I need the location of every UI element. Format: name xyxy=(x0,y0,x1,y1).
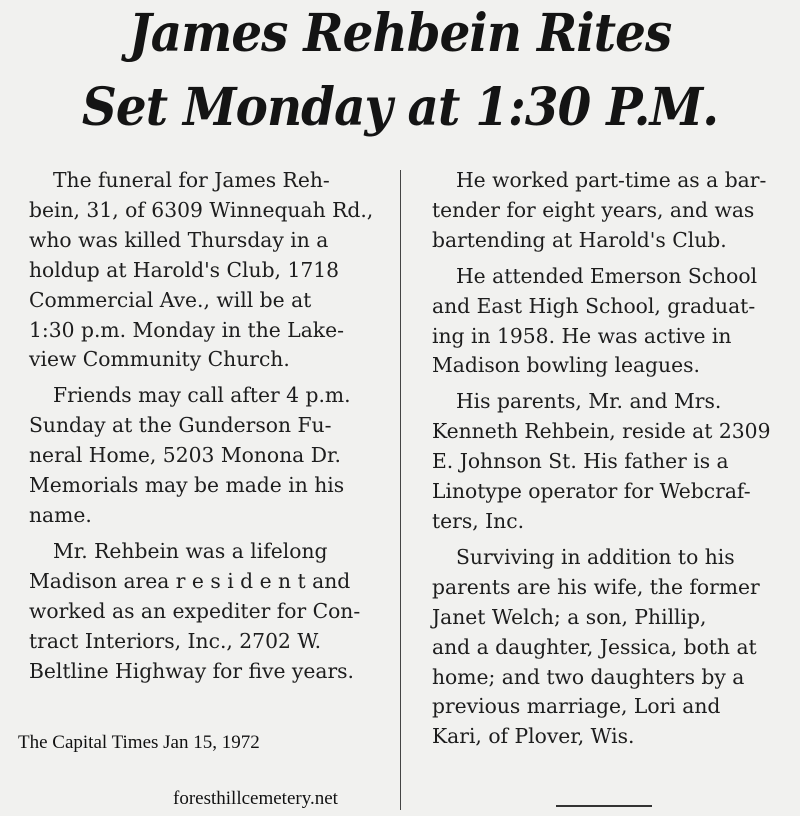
text-line: tender for eight years, and was xyxy=(432,197,755,222)
text-line: previous marriage, Lori and xyxy=(432,694,721,719)
text-line: and East High School, graduat- xyxy=(432,293,756,318)
paragraph-visitation xyxy=(5,381,395,531)
right-column xyxy=(408,166,798,758)
paragraph-parents xyxy=(408,387,798,537)
text-line: neral Home, 5203 Monona Dr. xyxy=(29,443,341,468)
headline-line-2: Set Monday at 1:30 P.M. xyxy=(81,77,719,138)
text-line: He attended Emerson School xyxy=(456,263,758,288)
text-line: parents are his wife, the former xyxy=(432,574,760,599)
text-line: home; and two daughters by a xyxy=(432,664,745,689)
text-line: Surviving in addition to his xyxy=(456,544,735,569)
text-line: view Community Church. xyxy=(29,347,290,372)
paragraph-funeral xyxy=(5,166,395,375)
website-credit: foresthillcemetery.net xyxy=(173,788,338,809)
text-line: ing in 1958. He was active in xyxy=(432,323,732,348)
text-line: E. Johnson St. His father is a xyxy=(432,449,729,474)
source-caption: The Capital Times Jan 15, 1972 xyxy=(18,732,260,753)
text-line: Friends may call after 4 p.m. xyxy=(53,383,351,408)
paragraph-background xyxy=(5,537,395,687)
paragraph-survivors xyxy=(408,543,798,752)
text-line: He worked part-time as a bar- xyxy=(456,168,767,192)
text-line: tract Interiors, Inc., 2702 W. xyxy=(29,628,322,653)
text-line: ters, Inc. xyxy=(432,508,525,533)
text-line: Sunday at the Gunderson Fu- xyxy=(29,413,332,438)
text-line: Memorials may be made in his xyxy=(29,473,345,498)
text-line: His parents, Mr. and Mrs. xyxy=(456,389,722,414)
column-divider xyxy=(400,170,401,810)
end-of-article-rule xyxy=(556,805,652,807)
left-column xyxy=(5,166,395,692)
headline-line-1: James Rehbein Rites xyxy=(128,3,672,64)
text-line: Madison area r e s i d e n t and xyxy=(29,568,351,593)
text-line: bartending at Harold's Club. xyxy=(432,227,727,252)
text-line: Commercial Ave., will be at xyxy=(29,287,312,312)
paragraph-work xyxy=(408,166,798,256)
text-line: worked as an expediter for Con- xyxy=(29,598,361,623)
paragraph-education xyxy=(408,262,798,382)
text-line: The funeral for James Reh- xyxy=(53,168,330,192)
text-line: who was killed Thursday in a xyxy=(29,227,329,252)
text-line: bein, 31, of 6309 Winnequah Rd., xyxy=(29,197,374,222)
text-line: Beltline Highway for five years. xyxy=(29,658,354,683)
text-line: Janet Welch; a son, Phillip, xyxy=(432,604,707,629)
text-line: holdup at Harold's Club, 1718 xyxy=(29,257,340,282)
text-line: Linotype operator for Webcraf- xyxy=(432,479,751,504)
text-line: Mr. Rehbein was a lifelong xyxy=(53,538,328,563)
text-line: and a daughter, Jessica, both at xyxy=(432,634,757,659)
text-line: Kenneth Rehbein, reside at 2309 xyxy=(432,419,771,444)
text-line: name. xyxy=(29,502,92,527)
text-line: Kari, of Plover, Wis. xyxy=(432,724,635,749)
text-line: Madison bowling leagues. xyxy=(432,353,700,378)
text-line: 1:30 p.m. Monday in the Lake- xyxy=(29,317,344,342)
